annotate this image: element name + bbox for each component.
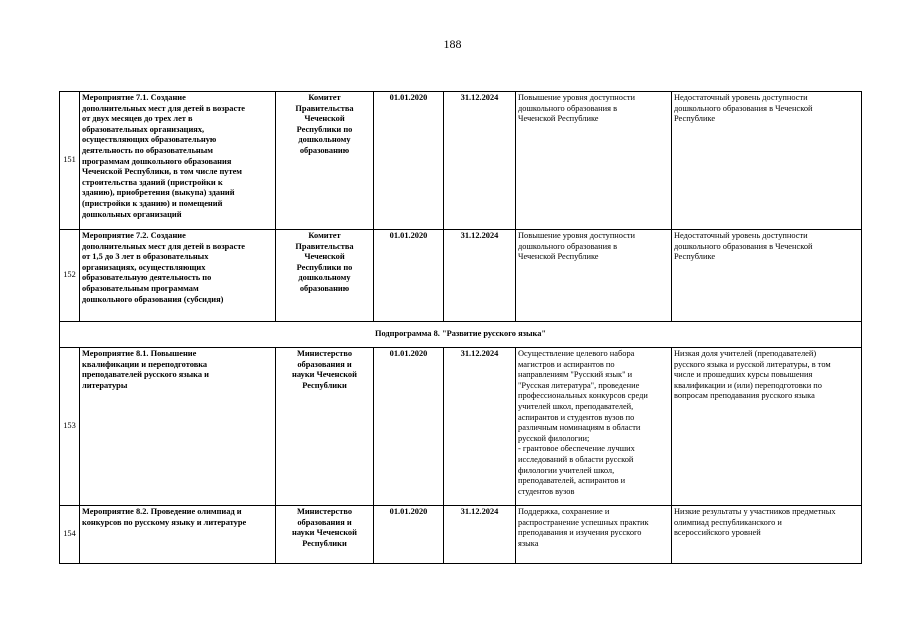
row-number: 154 <box>60 506 80 564</box>
expected-result: Поддержка, сохранение и распространение успешных практик преподавания и изучения русского языка <box>516 506 672 564</box>
executor: Министерство образования и науки Чеченской Республики <box>276 348 374 506</box>
measures-table <box>59 91 862 564</box>
executor: Министерство образования и науки Чеченской Республики <box>276 506 374 564</box>
subprogram-heading: Подпрограмма 8. "Развитие русского языка" <box>60 322 862 348</box>
consequence: Недостаточный уровень доступности дошкольного образования в Чеченской Республике <box>672 230 862 322</box>
expected-result: Повышение уровня доступности дошкольного образования в Чеченской Республике <box>516 230 672 322</box>
start-date: 01.01.2020 <box>374 506 444 564</box>
consequence: Недостаточный уровень доступности дошкольного образования в Чеченской Республике <box>672 92 862 230</box>
end-date: 31.12.2024 <box>444 92 516 230</box>
executor: Комитет Правительства Чеченской Республики по дошкольному образованию <box>276 92 374 230</box>
measure-title: Мероприятие 7.1. Создание дополнительных мест для детей в возрасте от двух месяцев до трех лет в образовательных организациях, осуществляющих образовательную деятельность по образовательным программам дошкольного образования Чеченской Республики, в том числе путем строительства зданий (пристройки к зданию), приобретения (выкупа) зданий (пристройки к зданию) и помещений дошкольных организаций <box>80 92 276 230</box>
row-number: 153 <box>60 348 80 506</box>
consequence: Низкая доля учителей (преподавателей) русского языка и русской литературы, в том числе и прошедших курсы повышения квалификации и (или) переподготовки по вопросам преподавания русского языка <box>672 348 862 506</box>
subprogram-row <box>60 322 862 348</box>
table-row <box>60 92 862 230</box>
start-date: 01.01.2020 <box>374 348 444 506</box>
row-number: 151 <box>60 92 80 230</box>
page-number: 188 <box>443 37 462 51</box>
end-date: 31.12.2024 <box>444 348 516 506</box>
start-date: 01.01.2020 <box>374 230 444 322</box>
consequence: Низкие результаты у участников предметных олимпиад республиканского и всероссийского уровней <box>672 506 862 564</box>
measure-title: Мероприятие 7.2. Создание дополнительных мест для детей в возрасте от 1,5 до 3 лет в образовательных организациях, осуществляющих образовательную деятельность по образовательным программам дошкольного образования (субсидия) <box>80 230 276 322</box>
end-date: 31.12.2024 <box>444 230 516 322</box>
table-row <box>60 348 862 506</box>
table-row <box>60 230 862 322</box>
row-number: 152 <box>60 230 80 322</box>
start-date: 01.01.2020 <box>374 92 444 230</box>
executor: Комитет Правительства Чеченской Республики по дошкольному образованию <box>276 230 374 322</box>
table-row <box>60 506 862 564</box>
measure-title: Мероприятие 8.2. Проведение олимпиад и конкурсов по русскому языку и литературе <box>80 506 276 564</box>
measure-title: Мероприятие 8.1. Повышение квалификации и переподготовка преподавателей русского языка и литературы <box>80 348 276 506</box>
expected-result: Осуществление целевого набора магистров и аспирантов по направлениям "Русский язык" и "Русская литература", проведение профессиональных конкурсов среди учителей школ, преподавателей, аспирантов и студентов вузов по различным номинациям в области русской филологии; - грантовое обеспечение лучших исследований в области русской филологии учителей школ, преподавателей, аспирантов и студентов вузов <box>516 348 672 506</box>
expected-result: Повышение уровня доступности дошкольного образования в Чеченской Республике <box>516 92 672 230</box>
end-date: 31.12.2024 <box>444 506 516 564</box>
